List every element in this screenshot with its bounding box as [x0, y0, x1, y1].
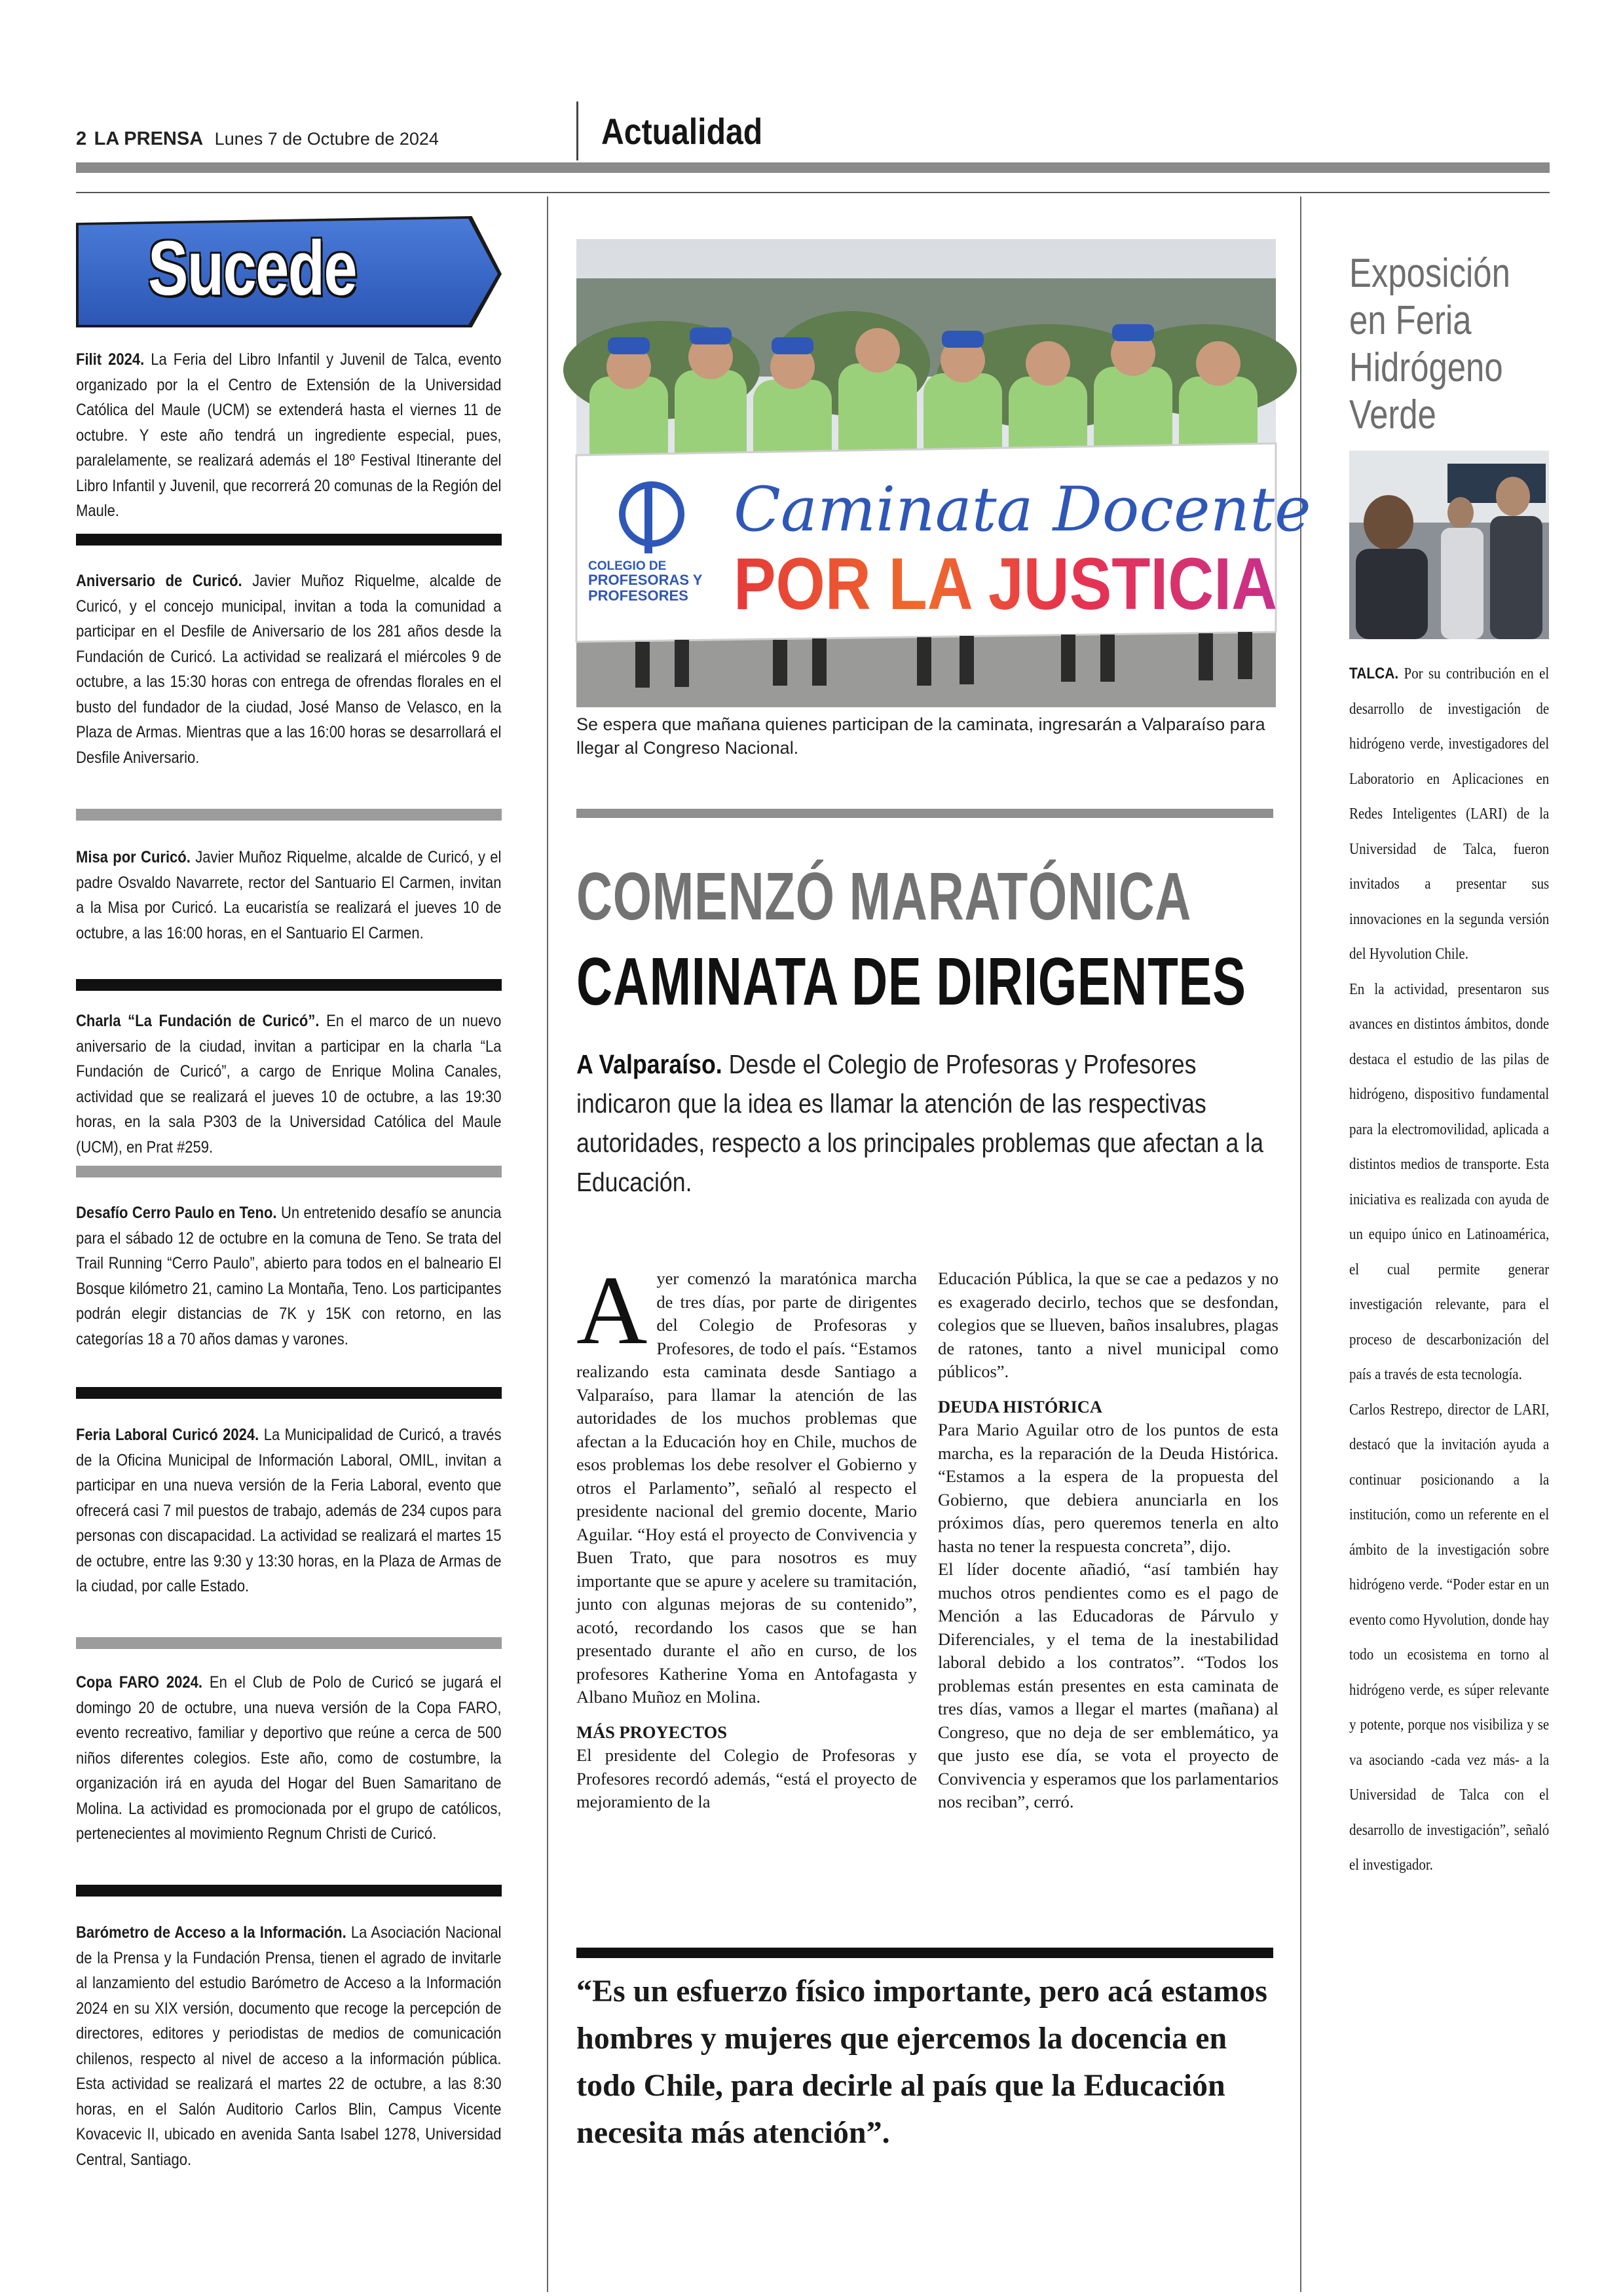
march-photo — [576, 239, 1311, 707]
quote-rule — [576, 1948, 1273, 1958]
brief-charla: Charla “La Fundación de Curicó”. En el marco de un nuevo aniversario de la ciudad, invitan a participar en la charla “La Fundación de Curicó”, a cargo de Enrique Molina Canales, actividad que se realizará el jueves 10 de octubre, a las 19:30 horas, en la sala P303 de la Universidad Católica del Maule (UCM), en Prat #259. — [76, 1012, 502, 1157]
drop-cap: A — [576, 1256, 648, 1365]
brief-desafio: Desafío Cerro Paulo en Teno. Un entretenido desafío se anuncia para el sábado 12 de octubre en la comuna de Teno. Se trata del Trail Running “Cerro Paulo”, abierto para todos en el balneario El Bosque kilómetro 21, camino La Montaña, Teno. Los participantes podrán elegir distancias de 7K y 15K con retorno, en las categorías 18 a 70 años damas y varones. — [76, 1204, 502, 1348]
section-title: Actualidad — [601, 111, 763, 152]
svg-text:PROFESORAS Y: PROFESORAS Y — [588, 572, 703, 588]
svg-text:PROFESORES: PROFESORES — [588, 587, 688, 604]
brief-separator — [76, 1166, 502, 1177]
brief-filit: Filit 2024. La Feria del Libro Infantil y Juvenil de Talca, evento organizado por la el Centro de Extensión de la Universidad Católica del Maule (UCM) se extenderá hasta el viernes 11 de octubre. Y este año tendrá un ingrediente especial, pues, paralelamente, se realizará además el 18º Festival Itinerante del Libro Infantil y Juvenil, que recorrerá 20 comunas de la Región del Maule. — [76, 350, 502, 520]
header-divider — [576, 102, 578, 160]
side-story-body: TALCA. Por su contribución en el desarrollo de investigación de hidrógeno verde, investigadores del Laboratorio en Aplicaciones en Redes Inteligentes (LARI) de la Universidad de Talca, fueron invitados a presentar sus innovaciones en la segunda versión del Hyvolution Chile. En la actividad, presentaron sus avances en distintos ámbitos, donde destaca el estudio de las pilas de hidrógeno, dispositivo fundamental para la electromovilidad, aplicada a distintos medios de transporte. Esta iniciativa es realizada con ayuda de un equipo único en Latinoamérica, el cual permite generar investigación relevante, para el proceso de descarbonización del país a través de esta tecnología. Carlos Restrepo, director de LARI, destacó que la invitación ayuda a continuar posicionando a la institución, como un referente en el ámbito de la investigación sobre hidrógeno verde. “Poder estar en un evento como Hyvolution, donde hay todo un ecosistema en torno al hidrógeno verde, es súper relevante y potente, porque nos visibiliza y se va asociando -cada vez más- a la Universidad de Talca con el desarrollo de investigación”, señaló el investigador. — [1349, 665, 1550, 1874]
headline-line-2: CAMINATA DE DIRIGENTES — [576, 944, 1246, 1019]
svg-text:COLEGIO DE: COLEGIO DE — [588, 559, 667, 573]
body-column-1: A yer comenzó la maratónica marcha de tres días, por parte de dirigentes del Colegio de Profesoras y Profesores, de todo el país. “Estamos realizando esta caminata desde Santiago a Valparaíso, para llamar la atención de las autoridades de los muchos problemas que afectan a la Educación hoy en Chile, muchos de esos problemas los debe resolver el Gobierno y otros el Parlamento”, señaló al respecto el presidente nacional del gremio docente, Mario Aguilar. “Hoy está el proyecto de Convivencia y Buen Trato, que para nosotros es muy importante que se apure y acelere su tramitación, junto con algunas mejoras de su contenido”, acotó, recordando los casos que se han presentado durante el año en curso, de los profesores Katherine Yoma en Antofagasta y Albano Muñoz en Molina. MÁS PROYECTOS El presidente del Colegio de Profesoras y Profesores recordó además, “está el proyecto de mejoramiento de la — [576, 1256, 917, 1811]
header-thin-rule — [76, 192, 1550, 193]
pull-quote: “Es un esfuerzo físico importante, pero acá estamos hombres y mujeres que ejercemos la docencia en todo Chile, para decirle al país que la Educación necesita más atención”. — [576, 1974, 1267, 2150]
subhead-deuda-historica: DEUDA HISTÓRICA — [938, 1396, 1103, 1416]
subhead-mas-proyectos: MÁS PROYECTOS — [576, 1722, 727, 1742]
sucede-banner — [76, 216, 502, 327]
brief-separator — [76, 1885, 502, 1897]
header-rule — [76, 162, 1550, 173]
svg-text:POR LA JUSTICIA: POR LA JUSTICIA — [734, 543, 1277, 625]
issue-date: Lunes 7 de Octubre de 2024 — [214, 129, 439, 149]
brief-barometro: Barómetro de Acceso a la Información. La Asociación Nacional de la Prensa y la Fundación Prensa, tienen el agrado de invitarle al lanzamiento del estudio Barómetro de Acceso a la Información 2024 en su XIX versión, documento que recoge la percepción de directores, editores y periodistas de medios de comunicación chilenos, respecto al nivel de acceso a la información pública. Esta actividad se realizará el martes 22 de octubre, a las 8:30 horas, en el Salón Auditorio Carlos Blin, Campus Vicente Kovacevic II, ubicado en avenida Santa Isabel 1278, Universidad Central, Santiago. — [76, 1923, 502, 2169]
newspaper-name: LA PRENSA — [94, 128, 204, 149]
brief-separator — [76, 809, 502, 821]
headline-rule — [576, 809, 1273, 818]
brief-misa: Misa por Curicó. Javier Muñoz Riquelme, alcalde de Curicó, y el padre Osvaldo Navarrete, rector del Santuario El Carmen, invitan a la Misa por Curicó. La eucaristía se realizará el jueves 10 de octubre, a las 16:00 horas, en el Santuario El Carmen. — [76, 848, 502, 942]
brief-separator — [76, 1387, 502, 1399]
brief-aniversario: Aniversario de Curicó. Javier Muñoz Riquelme, alcalde de Curicó, y el concejo municipal, invitan a toda la comunidad a participar en el Desfile de Aniversario de los 281 años desde la Fundación de Curicó. La actividad se realizará el miércoles 9 de octubre, a las 15:30 horas con entrega de ofrendas florales en el busto del fundador de la ciudad, José Manso de Velasco, en la Plaza de Armas. Mientras que a las 16:00 horas se desarrollará el Desfile Aniversario. — [76, 572, 502, 767]
brief-separator — [76, 534, 502, 546]
body-column-2: Educación Pública, la que se cae a pedazos y no es exagerado decirlo, techos que se desfondan, colegios que se llueven, baños insalubres, plagas de ratones, tanto a nivel municipal como públicos”. DEUDA HISTÓRICA Para Mario Aguilar otro de los puntos de esta marcha, es la reparación de la Deuda Histórica. “Estamos a la espera de la propuesta del Gobierno, que debiera anunciarla en los próximos días, pero queremos tenerla en alto hasta no tener la respuesta concreta”, dijo. El líder docente añadió, “así también hay muchos otros pendientes como es el pago de Mención a las Educadoras de Párvulo y Diferenciales, y el tema de la inestabilidad laboral debido a los contratos”. “Todos los problemas están presentes en esta caminata de tres días, vamos a llegar el martes (mañana) al Congreso, que no deja de ser emblemático, ya que justo ese día, se vota el proyecto de Convivencia y esperamos que los parlamentarios nos reciban”, cerró. — [938, 1268, 1278, 1811]
side-story-title: Exposición en Feria Hidrógeno Verde — [1349, 251, 1510, 437]
svg-text:Caminata Docente: Caminata Docente — [734, 474, 1311, 546]
brief-copa-faro: Copa FARO 2024. En el Club de Polo de Curicó se jugará el domingo 20 de octubre, una nueva versión de la Copa FARO, evento recreativo, familiar y deportivo que reúne a cerca de 500 niños diferentes colegios. Este año, como de costumbre, la organización irá en ayuda del Hogar del Buen Samaritano de Molina. La actividad es promocionada por el grupo de católicos, pertenecientes al movimiento Regnum Christi de Curicó. — [76, 1673, 502, 1843]
lead-paragraph: A Valparaíso. Desde el Colegio de Profesoras y Profesores indicaron que la idea es llamar la atención de las respectivas autoridades, respecto a los principales problemas que afectan a la Educación. — [576, 1049, 1263, 1197]
brief-feria-laboral: Feria Laboral Curicó 2024. La Municipalidad de Curicó, a través de la Oficina Municipal de Información Laboral, OMIL, invitan a participar en una nueva versión de la Feria Laboral, evento que ofrecerá casi 7 mil puestos de trabajo, además de 234 cupos para personas con discapacidad. La actividad se realizará el martes 15 de octubre, entre las 9:30 y 13:30 horas, en la Plaza de Armas de la ciudad, por calle Estado. — [76, 1426, 502, 1595]
sucede-title: Sucede — [148, 225, 357, 312]
brief-separator — [76, 1637, 502, 1649]
page-number: 2 — [76, 128, 87, 149]
photo-caption: Se espera que mañana quienes participan de la caminata, ingresarán a Valparaíso para llegar al Congreso Nacional. — [576, 714, 1265, 758]
brief-separator — [76, 979, 502, 991]
side-story-location: TALCA. — [1349, 665, 1399, 682]
headline-line-1: COMENZÓ MARATÓNICA — [576, 859, 1192, 934]
page-header — [76, 128, 439, 150]
column-divider-left — [547, 196, 548, 2292]
hydrogen-fair-photo — [1349, 451, 1549, 639]
